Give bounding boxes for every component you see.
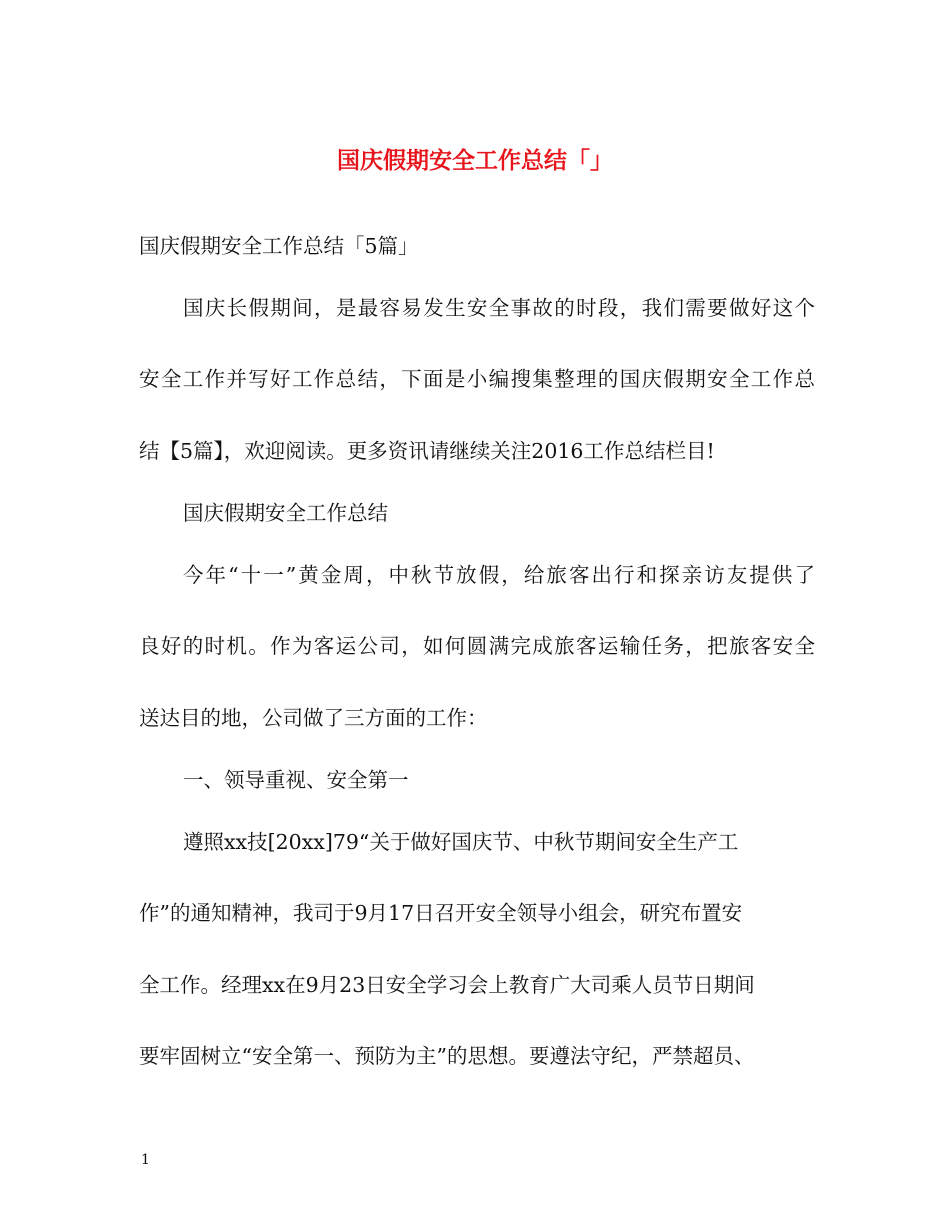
- paragraph-line: 今年“十一”黄金周，中秋节放假，给旅客出行和探亲访友提供了: [183, 563, 815, 587]
- document-title: 国庆假期安全工作总结「」: [337, 147, 613, 174]
- paragraph-line: 作”的通知精神，我司于9月17日召开安全领导小组会，研究布置安: [139, 901, 743, 925]
- paragraph-line: 全工作。经理xx在9月23日安全学习会上教育广大司乘人员节日期间: [139, 973, 755, 997]
- section-heading: 一、领导重视、安全第一: [183, 768, 409, 792]
- paragraph-line: 良好的时机。作为客运公司，如何圆满完成旅客运输任务，把旅客安全: [139, 634, 815, 658]
- paragraph-line: 要牢固树立“安全第一、预防为主”的思想。要遵法守纪，严禁超员、: [139, 1044, 755, 1068]
- paragraph-line: 国庆长假期间，是最容易发生安全事故的时段，我们需要做好这个: [183, 296, 815, 320]
- section-heading: 国庆假期安全工作总结: [183, 501, 388, 525]
- page-number: 1: [141, 1152, 150, 1168]
- paragraph-line: 安全工作并写好工作总结，下面是小编搜集整理的国庆假期安全工作总: [139, 367, 815, 391]
- subtitle-line: 国庆假期安全工作总结「5篇」: [139, 234, 419, 258]
- paragraph-line: 送达目的地，公司做了三方面的工作：: [139, 706, 488, 730]
- paragraph-line: 遵照xx技[20xx]79“关于做好国庆节、中秋节期间安全生产工: [183, 830, 739, 854]
- paragraph-line: 结【5篇】，欢迎阅读。更多资讯请继续关注2016工作总结栏目!: [139, 439, 715, 463]
